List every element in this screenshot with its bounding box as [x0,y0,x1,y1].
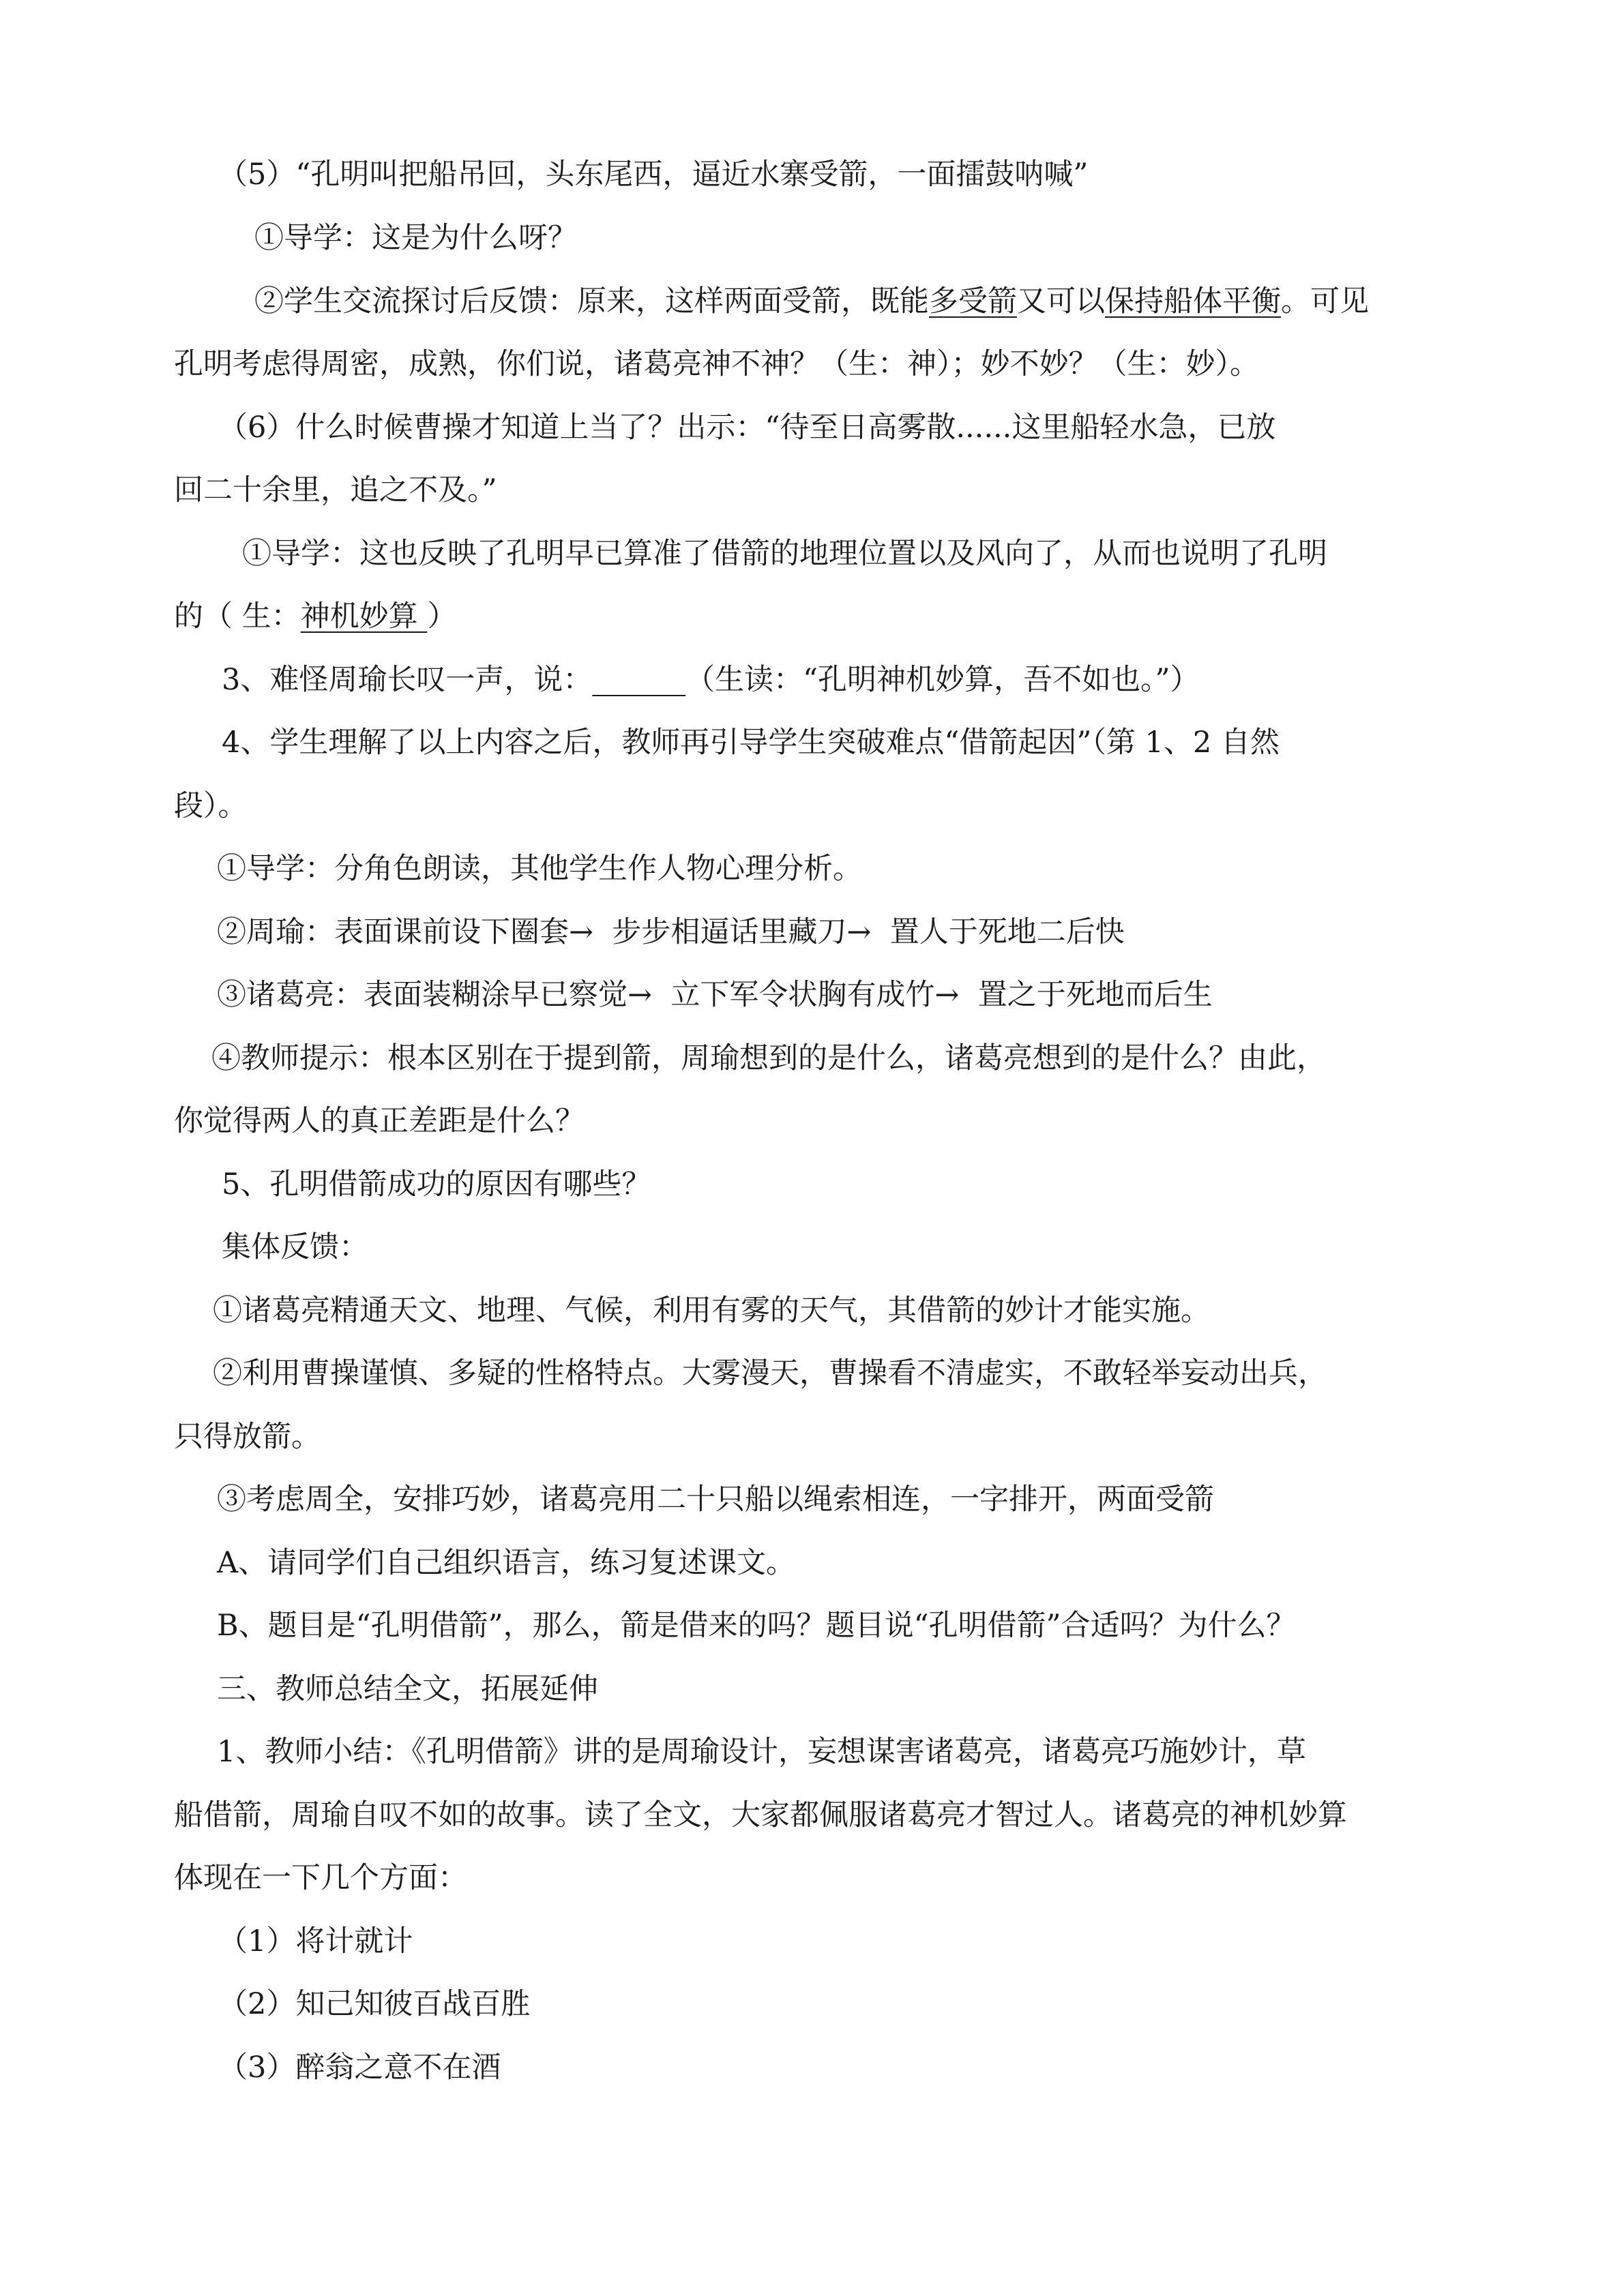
text-line: ④教师提示：根本区别在于提到箭，周瑜想到的是什么，诸葛亮想到的是什么？由此， [211,1041,1326,1075]
text-line: ③诸葛亮：表面装糊涂早已察觉→ 立下军令状胸有成竹→ 置之于死地而后生 [217,978,1213,1012]
text-line: 三、教师总结全文，拓展延伸 [217,1672,598,1706]
text-line: ②周瑜：表面课前设下圈套→ 步步相逼话里藏刀→ 置人于死地二后快 [217,915,1125,949]
text-line: 船借箭，周瑜自叹不如的故事。读了全文，大家都佩服诸葛亮才智过人。诸葛亮的神机妙算 [174,1798,1347,1832]
text-line: ①导学：这也反映了孔明早已算准了借箭的地理位置以及风向了，从而也说明了孔明 [242,537,1327,571]
text-line: A、请同学们自己组织语言，练习复述课文。 [217,1546,796,1580]
text-line: ①诸葛亮精通天文、地理、气候，利用有雾的天气，其借箭的妙计才能实施。 [213,1294,1210,1328]
text-line: 1、教师小结：《孔明借箭》讲的是周瑜设计，妄想谋害诸葛亮，诸葛亮巧施妙计，草 [217,1735,1306,1769]
text-line: ③考虑周全，安排巧妙，诸葛亮用二十只船以绳索相连，一字排开，两面受箭 [217,1482,1214,1517]
text-line: B、题目是“孔明借箭”，那么，箭是借来的吗？题目说“孔明借箭”合适吗？为什么？ [217,1609,1296,1643]
text-line: ①导学：分角色朗读，其他学生作人物心理分析。 [217,852,862,886]
underlined-answer: 多受箭 [929,284,1017,318]
text-line: 的（ 生：神机妙算 ） [174,599,457,633]
blank-line [592,663,685,697]
text-line: ②学生交流探讨后反馈：原来，这样两面受箭，既能多受箭又可以保持船体平衡。可见 [254,284,1369,318]
text-line: 只得放箭。 [174,1420,321,1454]
text-line: 体现在一下几个方面： [174,1861,467,1895]
text-line: 5、孔明借箭成功的原因有哪些？ [222,1167,651,1202]
text-line: 3、难怪周瑜长叹一声，说： （生读：“孔明神机妙算，吾不如也。”） [222,663,1200,697]
text-line: 4、学生理解了以上内容之后，教师再引导学生突破难点“借箭起因”（第 1、2 自然 [222,726,1280,760]
underlined-answer: 保持船体平衡 [1105,284,1281,318]
text-line: （1）将计就计 [218,1924,413,1958]
text-line: 回二十余里，追之不及。” [174,473,497,507]
text-line: ①导学：这是为什么呀？ [254,221,577,255]
text-line: ②利用曹操谨慎、多疑的性格特点。大雾漫天，曹操看不清虚实，不敢轻举妄动出兵， [213,1356,1327,1390]
text-line: 段）。 [174,789,248,823]
text-line: （3）醉翁之意不在酒 [218,2051,501,2085]
underlined-answer: 神机妙算 [300,599,428,633]
text-line: （5）“孔明叫把船吊回，头东尾西，逼近水寨受箭，一面擂鼓呐喊” [218,158,1089,192]
text-line: （2）知己知彼百战百胜 [218,1987,531,2021]
text-line: 你觉得两人的真正差距是什么？ [174,1104,585,1138]
text-line: （6）什么时候曹操才知道上当了？出示：“待至日高雾散......这里船轻水急，已放 [218,411,1276,445]
text-line: 集体反馈： [222,1230,368,1264]
text-line: 孔明考虑得周密，成熟，你们说，诸葛亮神不神？（生：神）；妙不妙？（生：妙）。 [174,347,1259,381]
